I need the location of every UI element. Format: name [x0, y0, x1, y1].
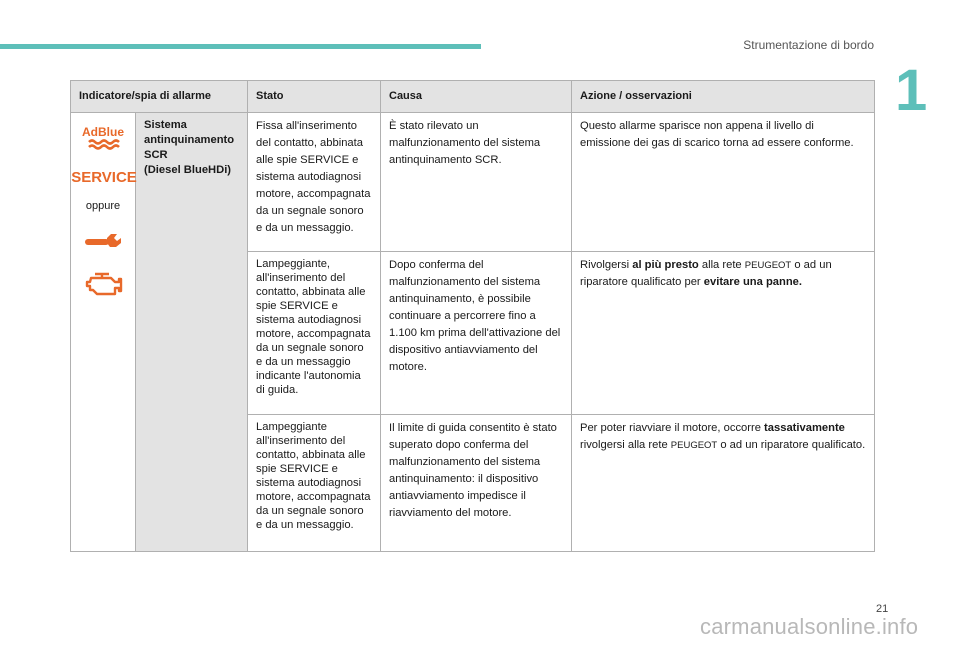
action-emphasis: tassativamente	[764, 422, 845, 434]
state-cell: Lampeggiante all'inserimento del contatto, abbinata alle spie SERVICE e sistema autodiagnosi motore, accompagnata da un segnale sonoro e da un messaggio.	[248, 415, 381, 552]
action-text: alla rete	[698, 259, 745, 271]
action-text: rivolgersi alla rete	[580, 439, 671, 451]
action-emphasis: al più presto	[632, 259, 699, 271]
state-cell: Lampeggiante, all'inserimento del contatto, abbinata alle spie SERVICE e sistema autodiagnosi motore, accompagnata da un segnale sonoro e da un messaggio indicante l'autonomia di guida.	[248, 252, 381, 415]
action-emphasis: evitare una panne.	[703, 276, 803, 288]
adblue-icon	[81, 123, 125, 151]
table-header-row	[71, 81, 875, 113]
system-name-line: Sistema	[144, 119, 187, 131]
action-text: Per poter riavviare il motore, occorre	[580, 422, 765, 434]
cause-cell: È stato rilevato un malfunzionamento del sistema antinquinamento SCR.	[381, 113, 572, 252]
column-header-state: Stato	[248, 81, 381, 113]
cause-cell: Dopo conferma del malfunzionamento del sistema antinquinamento, è possibile continuare a percorrere fino a 1.100 km prima dell'attivazione del dispositivo antiavviamento del motore.	[381, 252, 572, 415]
table-row	[71, 113, 875, 252]
action-cell: Questo allarme sparisce non appena il livello di emissione dei gas di scarico torna ad essere conforme.	[572, 113, 875, 252]
cause-cell: Il limite di guida consentito è stato superato dopo conferma del malfunzionamento del sistema antinquinamento: il dispositivo antiavviamento impedisce il riavviamento del motore.	[381, 415, 572, 552]
column-header-action: Azione / osservazioni	[572, 81, 875, 113]
or-label: oppure	[85, 200, 121, 212]
service-icon-text: SERVICE	[71, 169, 137, 186]
system-name-line: (Diesel BlueHDi)	[144, 164, 232, 176]
system-name-line: SCR	[144, 149, 168, 161]
system-name-line: antinquinamento	[144, 134, 235, 146]
brand-name: PEUGEOT	[744, 260, 792, 271]
chapter-number: 1	[895, 58, 928, 123]
state-cell: Fissa all'inserimento del contatto, abbinata alle spie SERVICE e sistema autodiagnosi motore, accompagnata da un segnale sonoro e da un messaggio.	[248, 113, 381, 252]
engine-icon	[83, 268, 123, 300]
section-title: Strumentazione di bordo	[743, 38, 874, 52]
action-text: o ad un riparatore qualificato.	[717, 439, 866, 451]
system-name-cell	[136, 113, 248, 552]
indicator-icons-cell	[71, 113, 136, 552]
adblue-icon-text: AdBlue	[82, 125, 124, 139]
action-text: o ad un riparatore qualificato per	[580, 259, 832, 288]
warning-lights-table	[70, 80, 875, 552]
action-cell	[572, 252, 875, 415]
page-number: 21	[876, 603, 889, 615]
column-header-indicator: Indicatore/spia di allarme	[71, 81, 248, 113]
brand-name: PEUGEOT	[670, 440, 718, 451]
watermark: carmanualsonline.info	[700, 614, 919, 639]
action-cell	[572, 415, 875, 552]
header-accent-bar	[0, 44, 481, 49]
column-header-cause: Causa	[381, 81, 572, 113]
service-icon	[71, 165, 137, 187]
action-text: Rivolgersi	[580, 259, 633, 271]
wrench-icon	[83, 230, 123, 250]
